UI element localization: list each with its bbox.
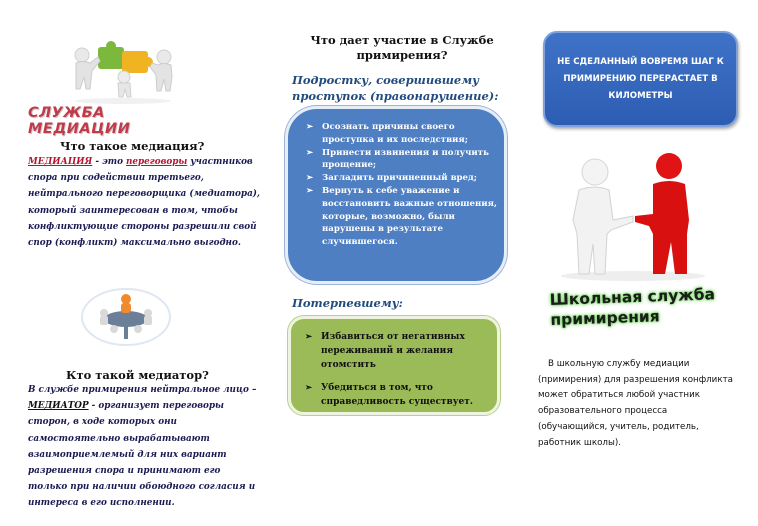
motto-text: НЕ СДЕЛАННЫЙ ВОВРЕМЯ ШАГ К ПРИМИРЕНИЮ ПЕРЕРАСТАЕТ В КИЛОМЕТРЫ	[557, 56, 724, 101]
victim-benefits-list	[305, 330, 491, 409]
teen-benefits-box	[285, 106, 507, 284]
meeting-table-icon	[80, 285, 172, 347]
mediation-definition: МЕДИАЦИЯ - это переговоры участников спора при содействии третьего, нейтрального переговорщика (медиатора), который заинтересован в том, чтобы конфликтующие стороны разрешили свой спор (конфликт) максимально выгодно.	[28, 157, 260, 249]
list-item: ➢ Осознать причины своего проступка и их последствия;	[306, 121, 501, 147]
heading-what-is-mediation: Что такое медиация?	[60, 139, 205, 153]
heading-who-is-mediator: Кто такой медиатор?	[66, 368, 209, 382]
teen-heading: Подростку, совершившему проступок (правонарушение):	[292, 73, 499, 103]
list-item: ➢ Избавиться от негативных переживаний и желания отомстить	[305, 330, 491, 372]
mediator-definition: В службе примирения нейтральное лицо – МЕДИАТОР - организует переговоры сторон, в ходе которых они самостоятельно вырабатывают взаимоприемлемый для них вариант разрешения спора и принимают его только при наличии обоюдного согласия и интереса в его исполнении.	[28, 385, 257, 509]
motto-banner	[543, 31, 738, 127]
mediation-term: МЕДИАЦИЯ	[28, 157, 93, 167]
victim-benefits-box	[288, 316, 500, 415]
negotiations-term: переговоры	[126, 157, 188, 167]
teen-benefits-list	[306, 121, 501, 249]
mediator-term: МЕДИАТОР	[28, 401, 89, 412]
logo-title: СЛУЖБА МЕДИАЦИИ	[28, 105, 131, 137]
puzzle-people-icon	[68, 33, 178, 105]
school-service-label: Школьная служба примирения	[549, 285, 716, 330]
list-item: ➢ Принести извинения и получить прощение;	[306, 147, 501, 173]
middle-title: Что дает участие в Службе примирения?	[310, 33, 494, 62]
who-can-apply-text: В школьную службу медиации (примирения) для разрешения конфликта может обратиться любой участник образовательного процесса (обучающийся, учитель, родитель, работник школы).	[538, 359, 733, 448]
list-item: ➢ Вернуть к себе уважение и восстановить важные отношения, которые, возможно, были нарушены в результате случившегося.	[306, 185, 501, 249]
list-item: ➢ Убедиться в том, что справедливость существует.	[305, 381, 491, 409]
mediation-logo	[28, 33, 198, 137]
victim-heading: Потерпевшему:	[292, 296, 403, 310]
handshake-people-icon	[553, 150, 713, 282]
list-item: ➢ Загладить причиненный вред;	[306, 172, 501, 185]
